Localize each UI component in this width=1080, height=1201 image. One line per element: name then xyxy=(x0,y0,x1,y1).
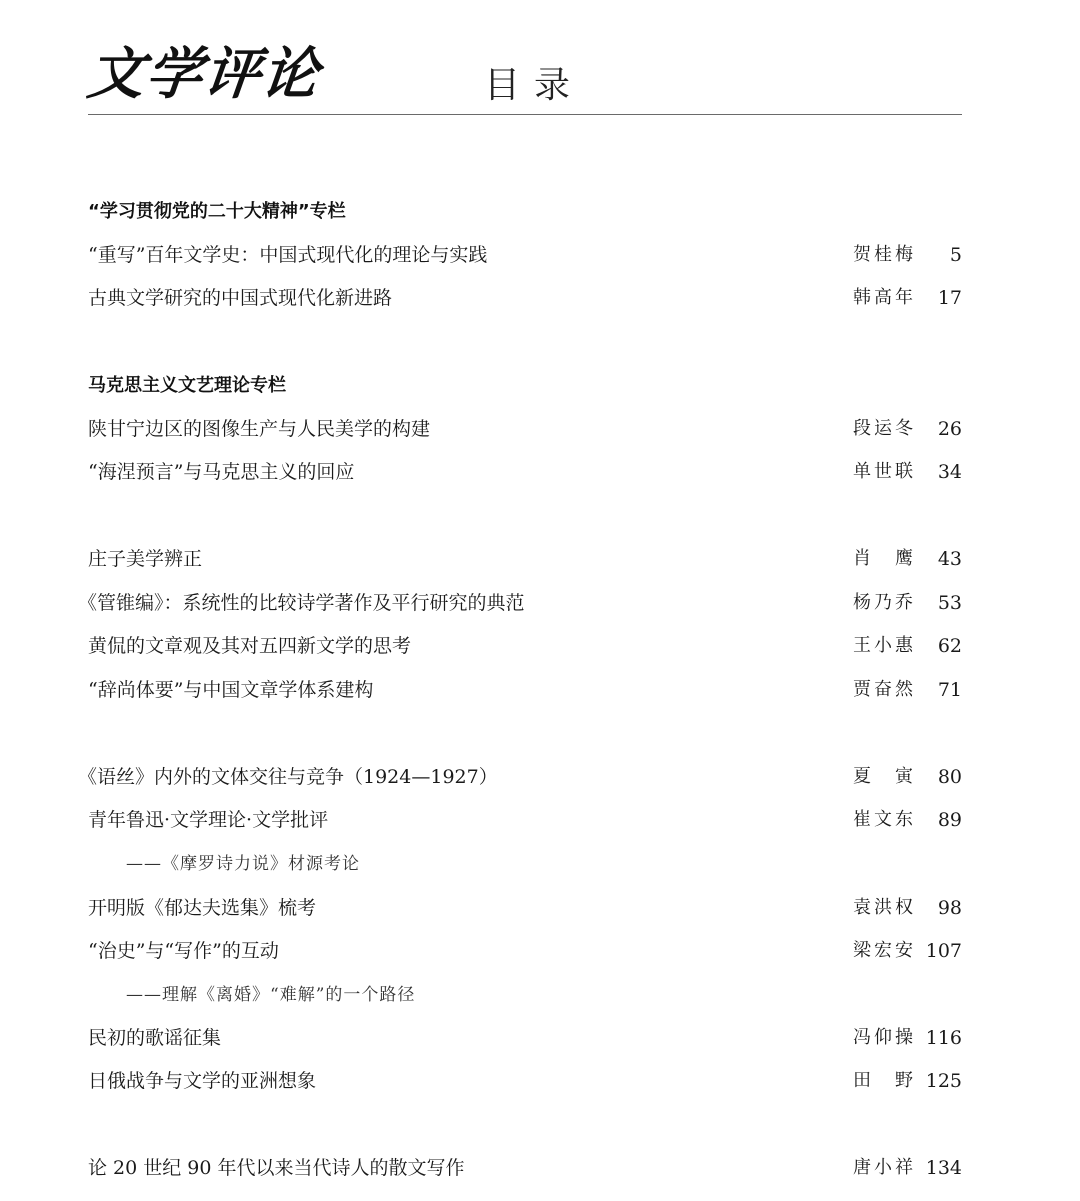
toc-entry[interactable] xyxy=(88,240,962,270)
page-number: 17 xyxy=(937,287,962,309)
page-title: 目录 xyxy=(484,65,585,106)
page-number: 107 xyxy=(925,940,962,962)
article-author: 梁宏安 xyxy=(853,940,916,961)
article-title: 《语丝》内外的文体交往与竞争（1924—1927） xyxy=(78,766,498,788)
article-author: 袁洪权 xyxy=(853,897,916,918)
section-heading: “学习贯彻党的二十大精神”专栏 xyxy=(88,201,346,222)
page-header xyxy=(84,40,962,115)
toc-entry[interactable] xyxy=(88,805,962,835)
article-author: 王小惠 xyxy=(853,635,916,656)
article-author: 肖 鹰 xyxy=(853,548,916,569)
article-title: “海涅预言”与马克思主义的回应 xyxy=(88,461,355,483)
page-number: 71 xyxy=(937,679,962,701)
article-title: 日俄战争与文学的亚洲想象 xyxy=(88,1070,317,1092)
page-number: 89 xyxy=(937,809,962,831)
article-title: “辞尚体要”与中国文章学体系建构 xyxy=(88,679,374,701)
page-number: 116 xyxy=(925,1027,962,1049)
article-title: “重写”百年文学史：中国式现代化的理论与实践 xyxy=(88,244,488,266)
article-title: 论 20 世纪 90 年代以来当代诗人的散文写作 xyxy=(88,1157,465,1179)
article-title: 开明版《郁达夫选集》梳考 xyxy=(88,897,317,919)
journal-logo: 文学评论 xyxy=(84,41,324,107)
article-title: 《管锥编》：系统性的比较诗学著作及平行研究的典范 xyxy=(78,592,525,614)
article-author: 冯仰操 xyxy=(853,1027,916,1048)
toc-entry[interactable] xyxy=(88,1023,962,1053)
article-title: 古典文学研究的中国式现代化新进路 xyxy=(88,287,393,309)
toc-entry[interactable] xyxy=(88,1066,962,1096)
toc-entry[interactable] xyxy=(78,762,962,792)
page-number: 53 xyxy=(937,592,962,614)
article-title: 青年鲁迅·文学理论·文学批评 xyxy=(88,809,329,831)
page-number: 134 xyxy=(925,1157,962,1179)
article-title: 庄子美学辨正 xyxy=(88,548,203,570)
article-title: 陕甘宁边区的图像生产与人民美学的构建 xyxy=(88,418,431,440)
article-title: 民初的歌谣征集 xyxy=(88,1027,222,1049)
page-number: 5 xyxy=(949,244,962,266)
page-number: 62 xyxy=(937,635,962,657)
toc-entry[interactable] xyxy=(88,457,962,487)
toc-entry[interactable] xyxy=(88,631,962,661)
page-number: 98 xyxy=(937,897,962,919)
article-author: 贾奋然 xyxy=(853,679,916,700)
page-number: 80 xyxy=(937,766,962,788)
article-title: 黄侃的文章观及其对五四新文学的思考 xyxy=(88,635,412,657)
page-number: 43 xyxy=(937,548,962,570)
article-author: 夏 寅 xyxy=(853,766,916,787)
page-number: 125 xyxy=(925,1070,962,1092)
article-author: 唐小祥 xyxy=(853,1157,916,1178)
toc-entry[interactable] xyxy=(88,283,962,313)
article-author: 贺桂梅 xyxy=(853,244,916,265)
toc-entry[interactable] xyxy=(88,936,962,966)
article-author: 单世联 xyxy=(853,461,916,482)
article-author: 崔文东 xyxy=(853,809,916,830)
toc-entry[interactable] xyxy=(88,675,962,705)
article-subtitle: ——理解《离婚》“难解”的一个路径 xyxy=(126,985,416,1005)
article-title: “治史”与“写作”的互动 xyxy=(88,940,279,962)
article-subtitle: ——《摩罗诗力说》材源考论 xyxy=(126,854,360,874)
article-author: 段运冬 xyxy=(853,418,916,439)
toc-entry[interactable] xyxy=(88,1153,962,1183)
toc-entry[interactable] xyxy=(88,544,962,574)
page-number: 34 xyxy=(937,461,962,483)
toc-entry[interactable] xyxy=(88,414,962,444)
toc-entry[interactable] xyxy=(88,893,962,923)
article-author: 韩高年 xyxy=(853,287,916,308)
page-number: 26 xyxy=(937,418,962,440)
article-author: 田 野 xyxy=(853,1070,916,1091)
article-author: 杨乃乔 xyxy=(853,592,916,613)
section-heading: 马克思主义文艺理论专栏 xyxy=(88,375,286,396)
toc-entry[interactable] xyxy=(78,588,962,618)
